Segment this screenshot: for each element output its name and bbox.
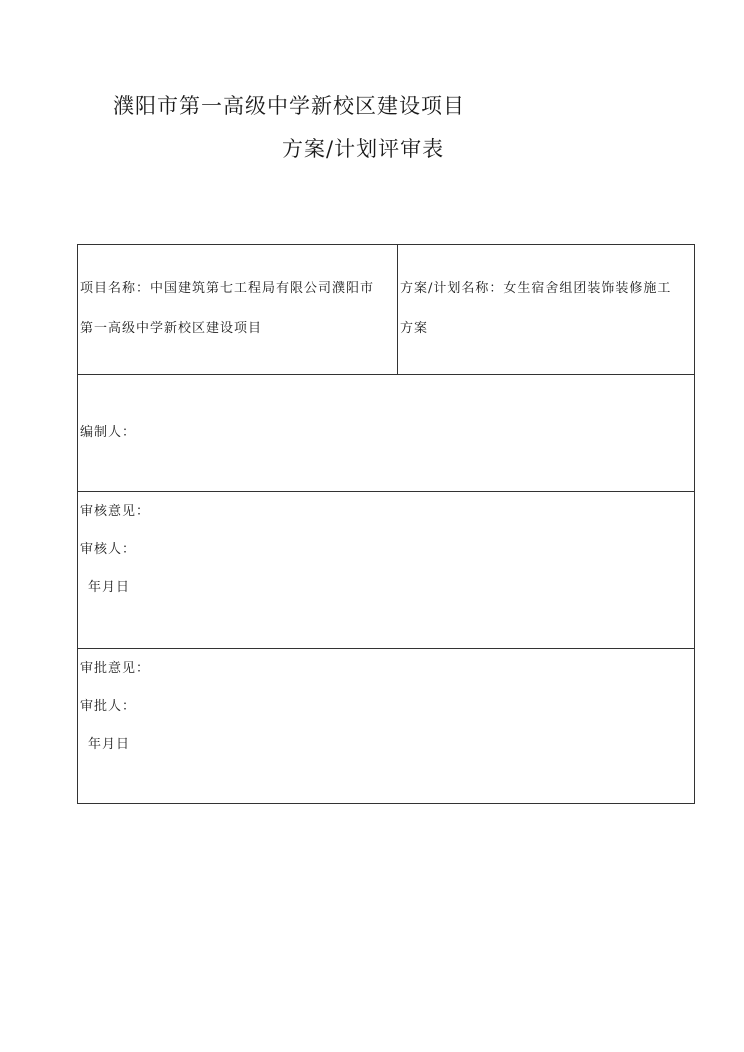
- column-divider: [397, 245, 398, 374]
- review-row: [78, 492, 694, 649]
- review-opinion-label: 审核意见：: [80, 504, 151, 519]
- document-subtitle: 方案/计划评审表: [282, 137, 445, 161]
- project-info-row: [78, 245, 694, 375]
- approval-row: [78, 649, 694, 804]
- reviewer-label: 审核人：: [80, 542, 137, 557]
- review-form-table: [77, 244, 695, 804]
- project-name-line1: 项目名称：中国建筑第七工程局有限公司濮阳市: [80, 281, 375, 296]
- plan-name-line1: 方案/计划名称：女生宿舍组团装饰装修施工: [400, 281, 672, 296]
- compiler-row: [78, 375, 694, 492]
- plan-name-line2: 方案: [400, 321, 429, 336]
- document-title: 濮阳市第一高级中学新校区建设项目: [113, 94, 465, 118]
- approver-label: 审批人：: [80, 699, 137, 714]
- review-date-label: 年月日: [88, 580, 131, 595]
- approval-date-label: 年月日: [88, 737, 131, 752]
- project-name-line2: 第一高级中学新校区建设项目: [80, 321, 263, 336]
- compiler-label: 编制人：: [80, 425, 137, 440]
- approval-opinion-label: 审批意见：: [80, 661, 151, 676]
